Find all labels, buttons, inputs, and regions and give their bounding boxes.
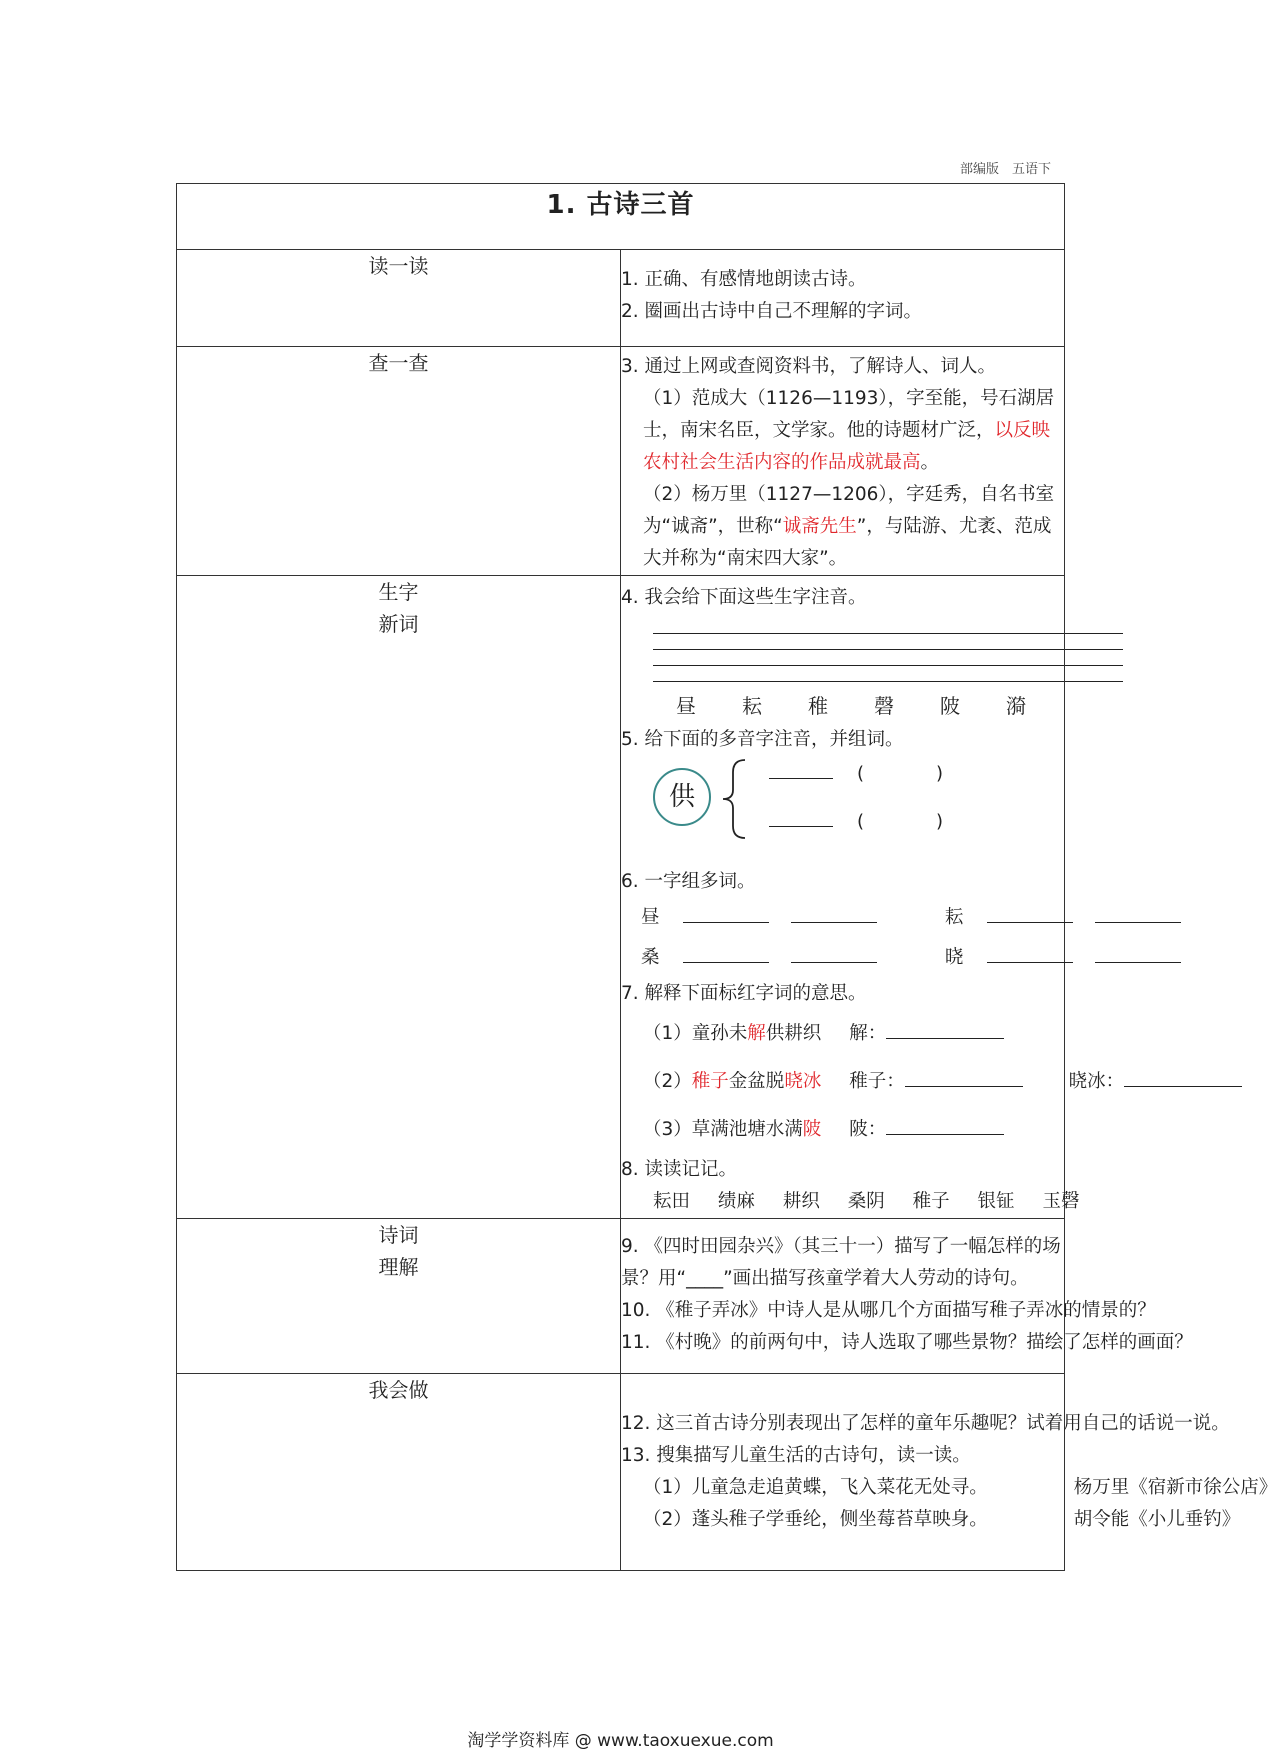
char: 昼 [676, 694, 696, 718]
word: 耕织 [782, 1191, 820, 1212]
word: 银钲 [977, 1191, 1015, 1212]
section-label-understand: 诗词 理解 [177, 1219, 621, 1374]
footer-watermark: 淘学学资料库 @ www.taoxuexue.com [467, 1731, 774, 1751]
word: 桑阴 [847, 1191, 885, 1212]
question-11: 11. 《村晚》的前两句中，诗人选取了哪些景物？描绘了怎样的画面？ [621, 1332, 1193, 1353]
pinyin-blank[interactable] [769, 806, 833, 827]
section-understand [177, 1219, 1065, 1374]
page-title: 1. 古诗三首 [177, 184, 1065, 250]
polyphone-exercise [653, 756, 1064, 848]
read-item-1: 1. 正确、有感情地朗读古诗。 [621, 269, 867, 290]
polyphone-row-2: ( ) [769, 806, 943, 838]
question-6: 6. 一字组多词。 [621, 871, 756, 892]
char: 稚 [808, 694, 828, 718]
author-fan-chengda: （1）范成大（1126—1193），字至能，号石湖居士，南宋名臣，文学家。他的诗题材广泛，以反映农村社会生活内容的作品成就最高。 [643, 388, 1055, 473]
question-8: 8. 读读记记。 [621, 1159, 738, 1180]
section-read [177, 250, 1065, 347]
section-label-cando: 我会做 [177, 1374, 621, 1571]
pinyin-chars [653, 690, 1064, 722]
poem-1: （1）儿童急走追黄蝶，飞入菜花无处寻。 杨万里《宿新市徐公店》 [643, 1477, 1277, 1498]
char: 陂 [940, 694, 960, 718]
char: 漪 [1006, 694, 1026, 718]
question-10: 10. 《稚子弄冰》中诗人是从哪几个方面描写稚子弄冰的情景的？ [621, 1300, 1156, 1321]
word: 玉磬 [1042, 1191, 1080, 1212]
word: 稚子 [912, 1191, 950, 1212]
explain-row-3: （3）草满池塘水满陂 陂： [643, 1106, 1064, 1154]
word-list [621, 1186, 1080, 1218]
grid-char: 晓 [944, 947, 964, 968]
section-label-vocab: 生字 新词 [177, 576, 621, 1219]
author-yang-wanli: （2）杨万里（1127—1206），字廷秀，自名书室为“诚斋”，世称“诚斋先生”，与陆游、尤袤、范成大并称为“南宋四大家”。 [643, 484, 1055, 569]
answer-blank[interactable] [987, 898, 1073, 923]
worksheet-table [176, 183, 1277, 1571]
question-12: 12. 这三首古诗分别表现出了怎样的童年乐趣呢？试着用自己的话说一说。 [621, 1413, 1230, 1434]
answer-blank[interactable] [905, 1060, 1023, 1087]
red-highlight: 以反映农村社会生活内容的作品成就最高 [643, 420, 1051, 473]
section-label-research: 查一查 [177, 347, 621, 576]
answer-blank[interactable] [683, 898, 769, 923]
question-9: 9. 《四时田园杂兴》（其三十一）描写了一幅怎样的场景？用“____”画出描写孩童学着大人劳动的诗句。 [621, 1236, 1061, 1289]
question-5: 5. 给下面的多音字注音，并组词。 [621, 729, 904, 750]
answer-blank[interactable] [1124, 1060, 1242, 1087]
poem-2: （2）蓬头稚子学垂纶，侧坐莓苔草映身。 胡令能《小儿垂钓》 [643, 1509, 1241, 1530]
pinyin-writing-lines[interactable] [653, 618, 1123, 682]
brace-icon [715, 756, 755, 842]
section-research [177, 347, 1065, 576]
section-vocab [177, 576, 1065, 1219]
explain-row-2: （2）稚子金盆脱晓冰 稚子： 晓冰： [643, 1058, 1064, 1106]
answer-blank[interactable] [1095, 898, 1181, 923]
word-building-grid [641, 898, 1064, 978]
answer-blank[interactable] [1095, 938, 1181, 963]
answer-blank[interactable] [886, 1108, 1004, 1135]
grid-char: 桑 [641, 947, 660, 968]
char: 磬 [874, 694, 894, 718]
question-13: 13. 搜集描写儿童生活的古诗句，读一读。 [621, 1445, 971, 1466]
edition-tag: 部编版 五语下 [960, 162, 1052, 177]
pinyin-blank[interactable] [769, 758, 833, 779]
answer-blank[interactable] [886, 1012, 1004, 1039]
red-highlight: 诚斋先生 [782, 516, 857, 537]
polyphone-row-1: ( ) [769, 758, 943, 790]
section-cando [177, 1374, 1065, 1571]
grid-char: 昼 [641, 907, 660, 928]
grid-char: 耘 [944, 907, 964, 928]
read-item-2: 2. 圈画出古诗中自己不理解的字词。 [621, 301, 923, 322]
answer-blank[interactable] [791, 938, 877, 963]
word: 耘田 [653, 1191, 691, 1212]
question-7: 7. 解释下面标红字词的意思。 [621, 983, 867, 1004]
word: 绩麻 [717, 1191, 755, 1212]
question-3: 3. 通过上网或查阅资料书，了解诗人、词人。 [621, 356, 997, 377]
explain-exercise [621, 1010, 1125, 1154]
question-4: 4. 我会给下面这些生字注音。 [621, 587, 867, 608]
polyphone-char: 供 [653, 768, 711, 826]
answer-blank[interactable] [987, 938, 1073, 963]
section-label-read: 读一读 [177, 250, 621, 347]
answer-blank[interactable] [791, 898, 877, 923]
explain-row-1: （1）童孙未解供耕织 解： [643, 1010, 1064, 1058]
answer-blank[interactable] [683, 938, 769, 963]
char: 耘 [742, 694, 762, 718]
